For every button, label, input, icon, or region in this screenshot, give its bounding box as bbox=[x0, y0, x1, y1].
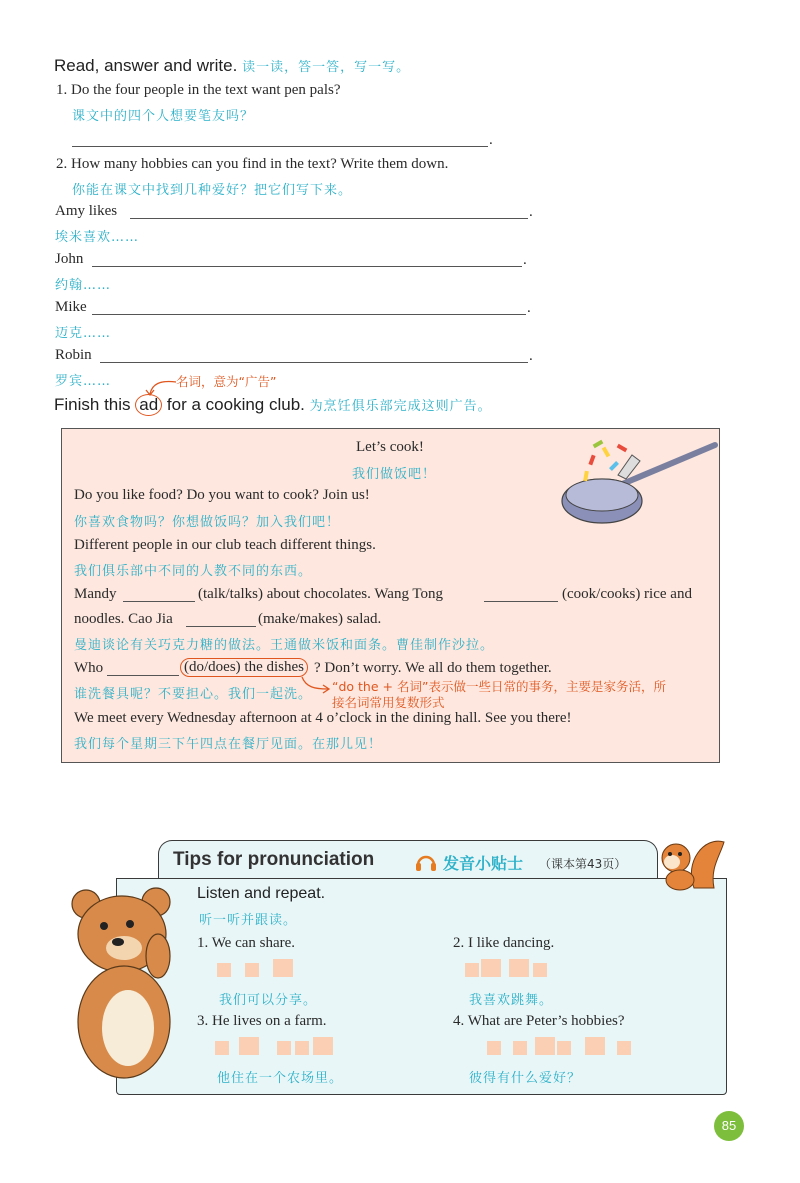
stress-mark bbox=[535, 1037, 555, 1055]
ad-title-cn: 我们做饭吧！ bbox=[352, 467, 437, 482]
mike-period: . bbox=[527, 300, 531, 316]
person-robin-label: Robin bbox=[55, 347, 92, 363]
tips-title: Tips for pronunciation bbox=[173, 849, 375, 870]
section1-heading-cn: 读一读，答一答，写一写。 bbox=[242, 60, 411, 75]
ad-box bbox=[61, 428, 720, 763]
blank-talk[interactable] bbox=[123, 601, 195, 602]
robin-period: . bbox=[529, 348, 533, 364]
ad-line-1: Do you like food? Do you want to cook? Join us! bbox=[74, 487, 370, 503]
frying-pan-icon bbox=[560, 435, 720, 531]
tips-item-3: 3. He lives on a farm. bbox=[197, 1013, 327, 1029]
stress-mark bbox=[273, 959, 293, 977]
tips-title-cn: 发音小贴士 bbox=[443, 854, 524, 873]
question-2-cn: 你能在课文中找到几种爱好？把它们写下来。 bbox=[72, 183, 353, 198]
question-1-cn: 课文中的四个人想要笔友吗？ bbox=[72, 109, 255, 124]
ad-line-4a: noodles. Cao Jia bbox=[74, 611, 173, 627]
section1-heading: Read, answer and write. 读一读，答一答，写一写。 bbox=[54, 56, 411, 75]
tips-item-4-cn: 彼得有什么爱好？ bbox=[469, 1071, 582, 1086]
ad-word-note: 名词，意为“广告” bbox=[176, 374, 277, 389]
tips-instruction-cn: 听一听并跟读。 bbox=[199, 913, 298, 928]
tips-item-1: 1. We can share. bbox=[197, 935, 296, 951]
stress-mark bbox=[481, 959, 501, 977]
tips-item-2-cn: 我喜欢跳舞。 bbox=[469, 993, 554, 1008]
ad-title: Let’s cook! bbox=[356, 439, 424, 455]
ad-line-6-cn: 我们每个星期三下午四点在餐厅见面。在那儿见！ bbox=[74, 737, 383, 752]
person-robin-cn: 罗宾…… bbox=[55, 374, 112, 389]
ad-line-4-cn: 曼迪谈论有关巧克力糖的做法。王通做米饭和面条。曹佳制作沙拉。 bbox=[74, 638, 495, 653]
answer-line-john[interactable] bbox=[92, 266, 522, 267]
tips-ref: （课本第43页） bbox=[539, 857, 627, 871]
answer-line-amy[interactable] bbox=[130, 218, 528, 219]
stress-mark bbox=[277, 1041, 291, 1055]
ad-line-5c: ? Don’t worry. We all do them together. bbox=[314, 660, 552, 676]
stress-mark bbox=[239, 1037, 259, 1055]
ad-line-5a: Who bbox=[74, 660, 104, 676]
note-arrow bbox=[300, 675, 332, 695]
answer-line-mike[interactable] bbox=[92, 314, 526, 315]
stress-mark bbox=[245, 963, 259, 977]
page-number: 85 bbox=[714, 1111, 744, 1141]
stress-mark bbox=[509, 959, 529, 977]
tips-box bbox=[116, 878, 727, 1095]
ad-line-3c: (cook/cooks) rice and bbox=[562, 586, 692, 602]
ad-line-4b: (make/makes) salad. bbox=[258, 611, 382, 627]
stress-mark bbox=[465, 963, 479, 977]
blank-do[interactable] bbox=[107, 675, 179, 676]
person-amy-label: Amy likes bbox=[55, 203, 118, 219]
stress-mark bbox=[585, 1037, 605, 1055]
tips-item-3-cn: 他住在一个农场里。 bbox=[217, 1071, 344, 1086]
answer-line-1[interactable] bbox=[72, 146, 488, 147]
squirrel-icon bbox=[654, 832, 730, 892]
tips-item-2: 2. I like dancing. bbox=[453, 935, 555, 951]
ad-line-6: We meet every Wednesday afternoon at 4 o’clock in the dining hall. See you there! bbox=[74, 710, 572, 726]
stress-mark bbox=[295, 1041, 309, 1055]
answer-line-robin[interactable] bbox=[100, 362, 528, 363]
person-amy-cn: 埃米喜欢…… bbox=[55, 230, 140, 245]
ad-line-2-cn: 我们俱乐部中不同的人教不同的东西。 bbox=[74, 564, 313, 579]
answer-1-period: . bbox=[489, 132, 493, 148]
stress-mark bbox=[487, 1041, 501, 1055]
tips-item-1-cn: 我们可以分享。 bbox=[219, 993, 318, 1008]
do-the-note-2: 接名词常用复数形式 bbox=[332, 695, 445, 710]
person-mike-label: Mike bbox=[55, 299, 87, 315]
john-period: . bbox=[523, 252, 527, 268]
question-1: 1. Do the four people in the text want pen pals? bbox=[56, 82, 341, 98]
tips-item-4: 4. What are Peter’s hobbies? bbox=[453, 1013, 625, 1029]
person-john-cn: 约翰…… bbox=[55, 278, 112, 293]
person-mike-cn: 迈克…… bbox=[55, 326, 112, 341]
ad-line-3a: Mandy bbox=[74, 586, 117, 602]
ad-line-3b: (talk/talks) about chocolates. Wang Tong bbox=[198, 586, 444, 602]
blank-make[interactable] bbox=[186, 626, 256, 627]
ad-line-2: Different people in our club teach different things. bbox=[74, 537, 376, 553]
tips-instruction: Listen and repeat. bbox=[197, 885, 326, 902]
tips-tab bbox=[158, 840, 658, 880]
blank-cook[interactable] bbox=[484, 601, 558, 602]
section2-heading: Finish this ad for a cooking club. 为烹饪俱乐部完成这则广告。 bbox=[54, 395, 492, 414]
bear-icon bbox=[64, 882, 184, 1082]
stress-mark bbox=[617, 1041, 631, 1055]
ad-word-circled: ad bbox=[135, 394, 162, 416]
stress-mark bbox=[217, 963, 231, 977]
do-the-note-1: “do the + 名词”表示做一些日常的事务，主要是家务活，所 bbox=[332, 679, 666, 694]
person-john-label: John bbox=[55, 251, 84, 267]
stress-mark bbox=[533, 963, 547, 977]
stress-mark bbox=[313, 1037, 333, 1055]
stress-mark bbox=[513, 1041, 527, 1055]
amy-period: . bbox=[529, 204, 533, 220]
ad-line-5b-circled: (do/does) the dishes bbox=[180, 658, 308, 677]
stress-mark bbox=[215, 1041, 229, 1055]
section2-heading-cn: 为烹饪俱乐部完成这则广告。 bbox=[309, 399, 492, 414]
ad-line-5-cn: 谁洗餐具呢？不要担心。我们一起洗。 bbox=[74, 687, 313, 702]
stress-mark bbox=[557, 1041, 571, 1055]
ad-line-1-cn: 你喜欢食物吗？你想做饭吗？加入我们吧！ bbox=[74, 515, 341, 530]
headphones-icon bbox=[415, 851, 437, 873]
question-2: 2. How many hobbies can you find in the text? Write them down. bbox=[56, 156, 449, 172]
